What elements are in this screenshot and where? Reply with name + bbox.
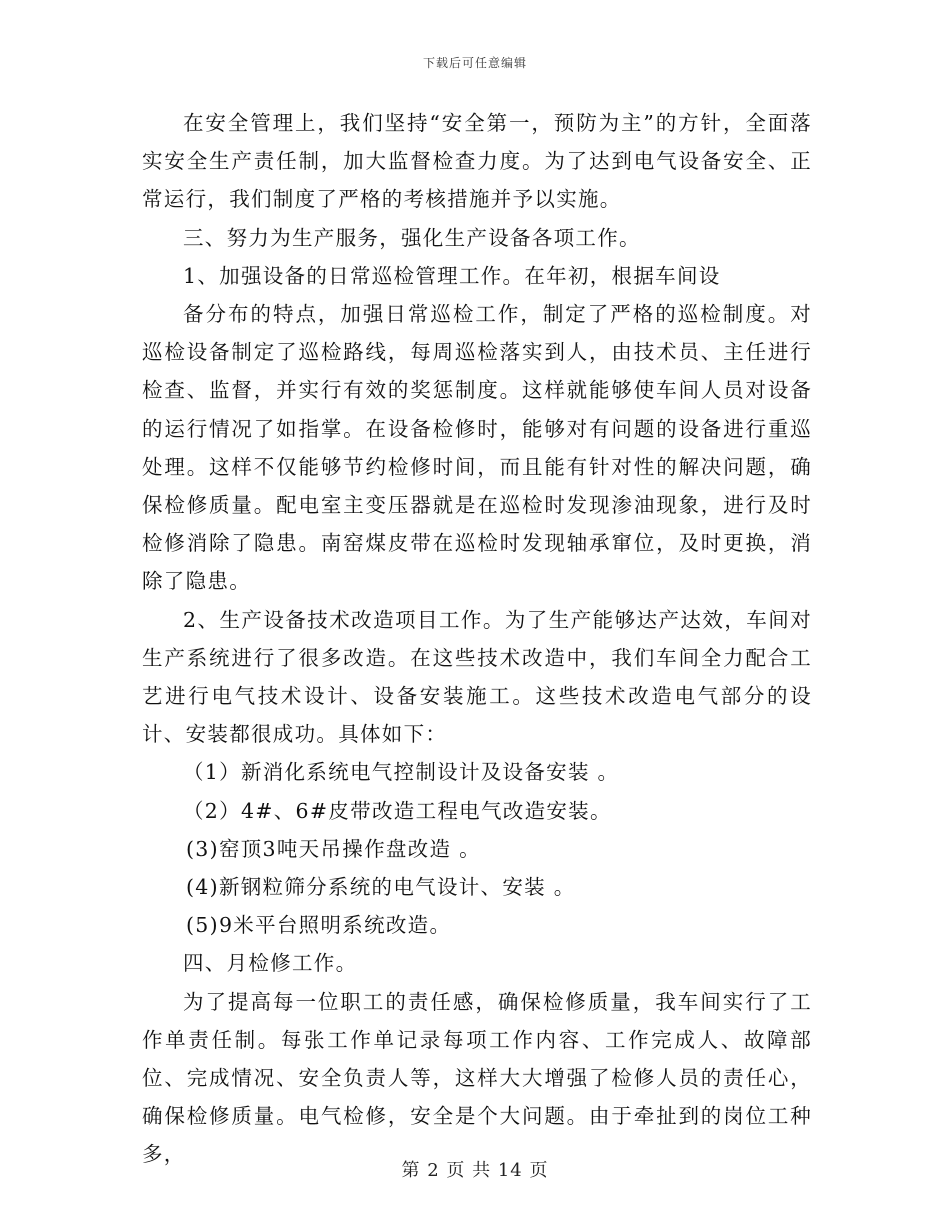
paragraph-monthly-maintenance: 为了提高每一位职工的责任感，确保检修质量，我车间实行了工作单责任制。每张工作单记录每项工作内容、工作完成人、故障部位、完成情况、安全负责人等，这样大大增强了检修人员的责任心，确保检修质量。电气检修，安全是个大问题。由于牵扯到的岗位工种多， [142,989,812,1167]
paragraph-inspection-detail: 备分布的特点，加强日常巡检工作，制定了严格的巡检制度。对巡检设备制定了巡检路线，每周巡检落实到人，由技术员、主任进行检查、监督，并实行有效的奖惩制度。这样就能够使车间人员对设备的运行情况了如指掌。在设备检修时，能够对有问题的设备进行重巡处理。这样不仅能够节约检修时间，而且能有针对性的解决问题，确保检修质量。配电室主变压器就是在巡检时发现渗油现象，进行及时检修消除了隐患。南窑煤皮带在巡检时发现轴承窜位，及时更换，消除了隐患。 [142,302,812,594]
list-item: (3)窑顶3吨天吊操作盘改造 。 [186,836,481,861]
paragraph-safety-management: 在安全管理上，我们坚持“安全第一，预防为主”的方针，全面落实安全生产责任制，加大监督检查力度。为了达到电气设备安全、正常运行，我们制度了严格的考核措施并予以实施。 [142,111,812,212]
list-item: （2）4#、6#皮带改造工程电气改造安装。 [183,798,612,823]
page-number: 第 2 页 共 14 页 [401,1160,549,1181]
paragraph-tech-renovation: 2、生产设备技术改造项目工作。为了生产能够达产达效，车间对生产系统进行了很多改造。在这些技术改造中，我们车间全力配合工艺进行电气技术设计、设备安装施工。这些技术改造电气部分的设计、安装都很成功。具体如下： [142,607,812,747]
list-item: （1）新消化系统电气控制设计及设备安装 。 [183,760,620,785]
paragraph-inspection-intro: 1、加强设备的日常巡检管理工作。在年初，根据车间设 [183,263,721,288]
section-heading-4: 四、月检修工作。 [183,951,358,976]
document-body [142,104,812,1174]
page-header: 下载后可任意编辑 [422,56,527,70]
list-item: (5)9米平台照明系统改造。 [186,913,452,938]
list-item: (4)新钢粒筛分系统的电气设计、安装 。 [186,875,576,900]
section-heading-3: 三、努力为生产服务，强化生产设备各项工作。 [183,225,641,250]
